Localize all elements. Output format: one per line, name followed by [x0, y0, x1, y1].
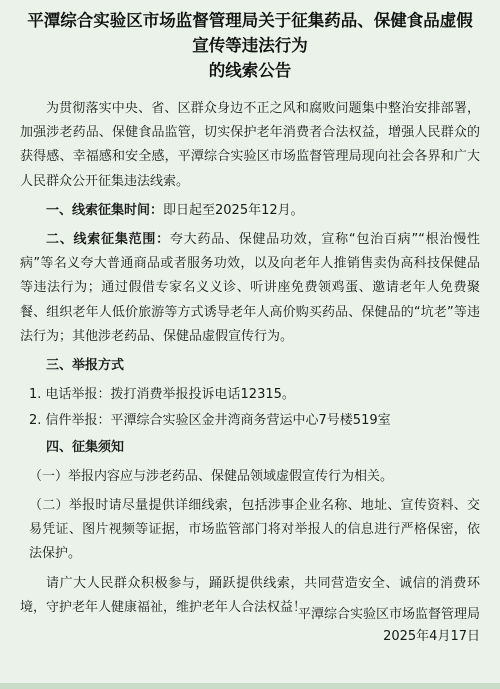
section-collection-scope — [20, 228, 480, 349]
section-collection-time-heading: 一、线索征集时间： — [46, 202, 164, 218]
note-item-2: （二）举报时请尽量提供详细线索，包括涉事企业名称、地址、宣传资料、交易凭证、图片视频等证据，市场监管部门将对举报人的信息进行严格保密，依法保护。 — [29, 498, 480, 562]
section-collection-scope-text: 夸大药品、保健品功效，宣称“包治百病”“根治慢性病”等名义夸大普通商品或者服务功效，以及向老年人推销售卖伪高科技保健品等违法行为；通过假借专家名义义诊、听讲座免费领鸡蛋、邀请老年人免费聚餐、组织老年人低价旅游等方式诱导老年人高价购买药品、保健品的“坑老”等违法行为；其他涉老药品、保健品虚假宣传行为。 — [20, 232, 480, 344]
section-collection-scope-heading: 二、线索征集范围： — [46, 232, 170, 248]
signature-date: 2025年4月17日 — [383, 629, 480, 644]
section-report-methods-heading: 三、举报方式 — [46, 358, 125, 374]
notice-body — [20, 97, 480, 620]
bottom-border — [0, 683, 500, 689]
signature-block — [298, 604, 480, 648]
signature-org: 平潭综合实验区市场监督管理局 — [297, 607, 480, 622]
notice-title-line2: 的线索公告 — [208, 61, 292, 80]
note-item-1: （一）举报内容应与涉老药品、保健品领域虚假宣传行为相关。 — [29, 468, 394, 484]
intro-paragraph: 为贯彻落实中央、省、区群众身边不正之风和腐败问题集中整治安排部署，加强涉老药品、保健食品监管，切实保护老年消费者合法权益，增强人民群众的获得感、幸福感和安全感，平潭综合实验区市场监督管理局现向社会各界和广大人民群众公开征集违法线索。 — [20, 101, 480, 189]
section-notes-heading: 四、征集须知 — [46, 439, 125, 455]
report-method-phone: 1. 电话举报：拨打消费举报投诉电话12315。 — [29, 387, 295, 403]
notice-title-line1: 平潭综合实验区市场监督管理局关于征集药品、保健食品虚假宣传等违法行为 — [27, 11, 473, 55]
closing-paragraph: 请广大人民群众积极参与，踊跃提供线索，共同营造安全、诚信的消费环境，守护老年人健康福祉，维护老年人合法权益！ — [20, 575, 480, 615]
notice-title — [20, 0, 480, 83]
section-collection-time-text: 即日起至2025年12月。 — [163, 202, 304, 218]
section-collection-time — [20, 199, 480, 223]
report-method-letter: 2. 信件举报：平潭综合实验区金井湾商务营运中心7号楼519室 — [29, 413, 391, 429]
